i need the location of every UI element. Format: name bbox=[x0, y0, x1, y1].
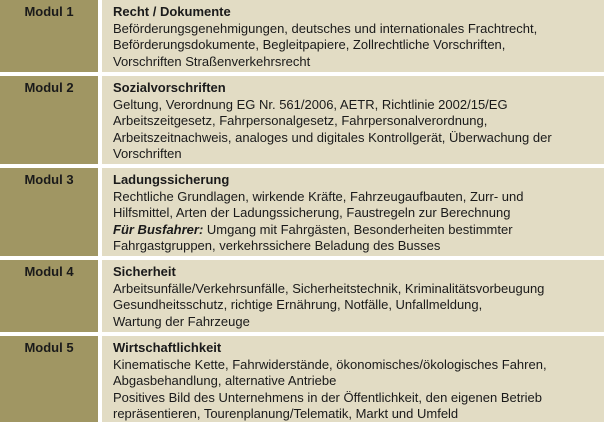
module-line-bus bbox=[113, 222, 598, 239]
module-label: Modul 2 bbox=[0, 76, 98, 164]
module-title: Ladungssicherung bbox=[113, 172, 230, 187]
module-line: Vorschriften Straßenverkehrsrecht bbox=[113, 53, 311, 69]
module-line: Geltung, Verordnung EG Nr. 561/2006, AETR, Richtlinie 2002/15/EG bbox=[113, 96, 508, 112]
module-row-2 bbox=[0, 76, 604, 164]
module-row-1 bbox=[0, 0, 604, 72]
module-line: Beförderungsdokumente, Begleitpapiere, Zollrechtliche Vorschriften, bbox=[113, 37, 506, 52]
module-content bbox=[102, 168, 604, 256]
module-row-4 bbox=[0, 260, 604, 332]
module-line: Vorschriften bbox=[113, 146, 182, 161]
module-title: Sicherheit bbox=[113, 264, 176, 279]
module-label: Modul 4 bbox=[0, 260, 98, 332]
module-content bbox=[102, 336, 604, 422]
module-line: Kinematische Kette, Fahrwiderstände, ökonomisches/ökologisches Fahren, bbox=[113, 356, 547, 372]
module-row-3 bbox=[0, 168, 604, 256]
module-line: Fahrgastgruppen, verkehrssichere Beladung des Busses bbox=[113, 238, 441, 253]
module-line: Wartung der Fahrzeuge bbox=[113, 313, 250, 329]
module-label: Modul 1 bbox=[0, 0, 98, 72]
module-line: Beförderungsgenehmigungen, deutsches und internationales Frachtrecht, bbox=[113, 20, 538, 36]
module-title: Recht / Dokumente bbox=[113, 4, 231, 19]
module-line: Rechtliche Grundlagen, wirkende Kräfte, Fahrzeugaufbauten, Zurr- und bbox=[113, 188, 524, 204]
module-content bbox=[102, 76, 604, 164]
module-line: Hilfsmittel, Arten der Ladungssicherung, Faustregeln zur Berechnung bbox=[113, 205, 511, 220]
module-content bbox=[102, 260, 604, 332]
module-line: Arbeitszeitgesetz, Fahrpersonalgesetz, Fahrpersonalverordnung, bbox=[113, 113, 488, 128]
module-label: Modul 5 bbox=[0, 336, 98, 422]
bus-text: Umgang mit Fahrgästen, Besonderheiten bestimmter bbox=[203, 221, 513, 237]
module-line: Arbeitsunfälle/Verkehrsunfälle, Sicherheitstechnik, Kriminalitätsvorbeugung bbox=[113, 280, 545, 296]
module-line: Abgasbehandlung, alternative Antriebe bbox=[113, 373, 337, 388]
module-line: Gesundheitsschutz, richtige Ernährung, Notfälle, Unfallmeldung, bbox=[113, 297, 483, 312]
module-line: repräsentieren, Tourenplanung/Telematik, Markt und Umfeld bbox=[113, 406, 459, 421]
module-title: Sozialvorschriften bbox=[113, 80, 226, 95]
bus-label: Für Busfahrer: bbox=[113, 221, 204, 237]
module-line: Arbeitszeitnachweis, analoges und digitales Kontrollgerät, Überwachung der bbox=[113, 129, 552, 145]
module-title: Wirtschaftlichkeit bbox=[113, 340, 222, 355]
module-label: Modul 3 bbox=[0, 168, 98, 256]
module-row-5 bbox=[0, 336, 604, 422]
module-line: Positives Bild des Unternehmens in der Öffentlichkeit, den eigenen Betrieb bbox=[113, 389, 543, 405]
module-content bbox=[102, 0, 604, 72]
